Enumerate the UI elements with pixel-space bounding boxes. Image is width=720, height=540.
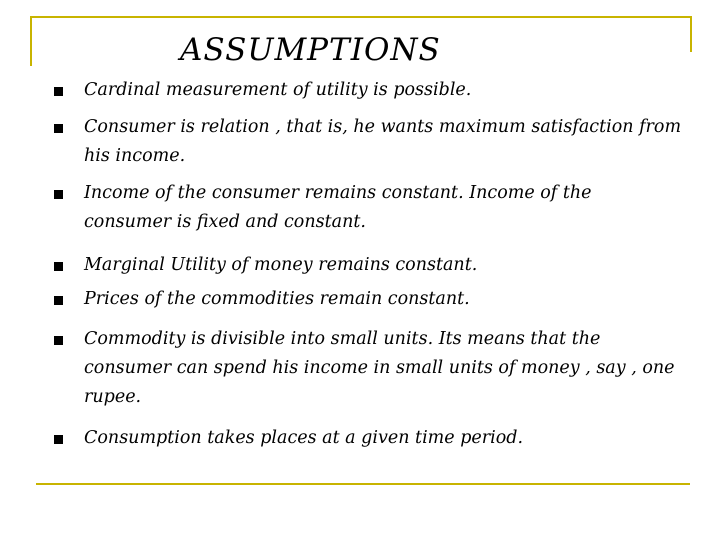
bullet-item: Prices of the commodities remain constant. [84, 289, 470, 309]
slide-title: ASSUMPTIONS [180, 32, 441, 68]
bullet-square-icon [54, 336, 63, 345]
bullet-square-icon [54, 190, 63, 199]
top-border-line [30, 16, 692, 18]
bullet-square-icon [54, 435, 63, 444]
bullet-square-icon [54, 124, 63, 133]
bullet-item: Cardinal measurement of utility is possible. [84, 80, 472, 100]
left-border-line [30, 16, 32, 66]
bottom-border-line [36, 483, 690, 485]
bullet-item: Marginal Utility of money remains constant. [84, 255, 478, 275]
bullet-item: Consumer is relation , that is, he wants maximum satisfaction from his income. [84, 117, 682, 166]
bullet-item: Commodity is divisible into small units. Its means that the consumer can spend his income in small units of money , say , one rupee. [84, 329, 675, 407]
bullet-square-icon [54, 87, 63, 96]
right-border-line [690, 16, 692, 52]
bullet-item: Income of the consumer remains constant. Income of the consumer is fixed and constant. [84, 183, 592, 232]
bullet-square-icon [54, 262, 63, 271]
bullet-square-icon [54, 296, 63, 305]
bullet-item: Consumption takes places at a given time period. [84, 428, 524, 448]
